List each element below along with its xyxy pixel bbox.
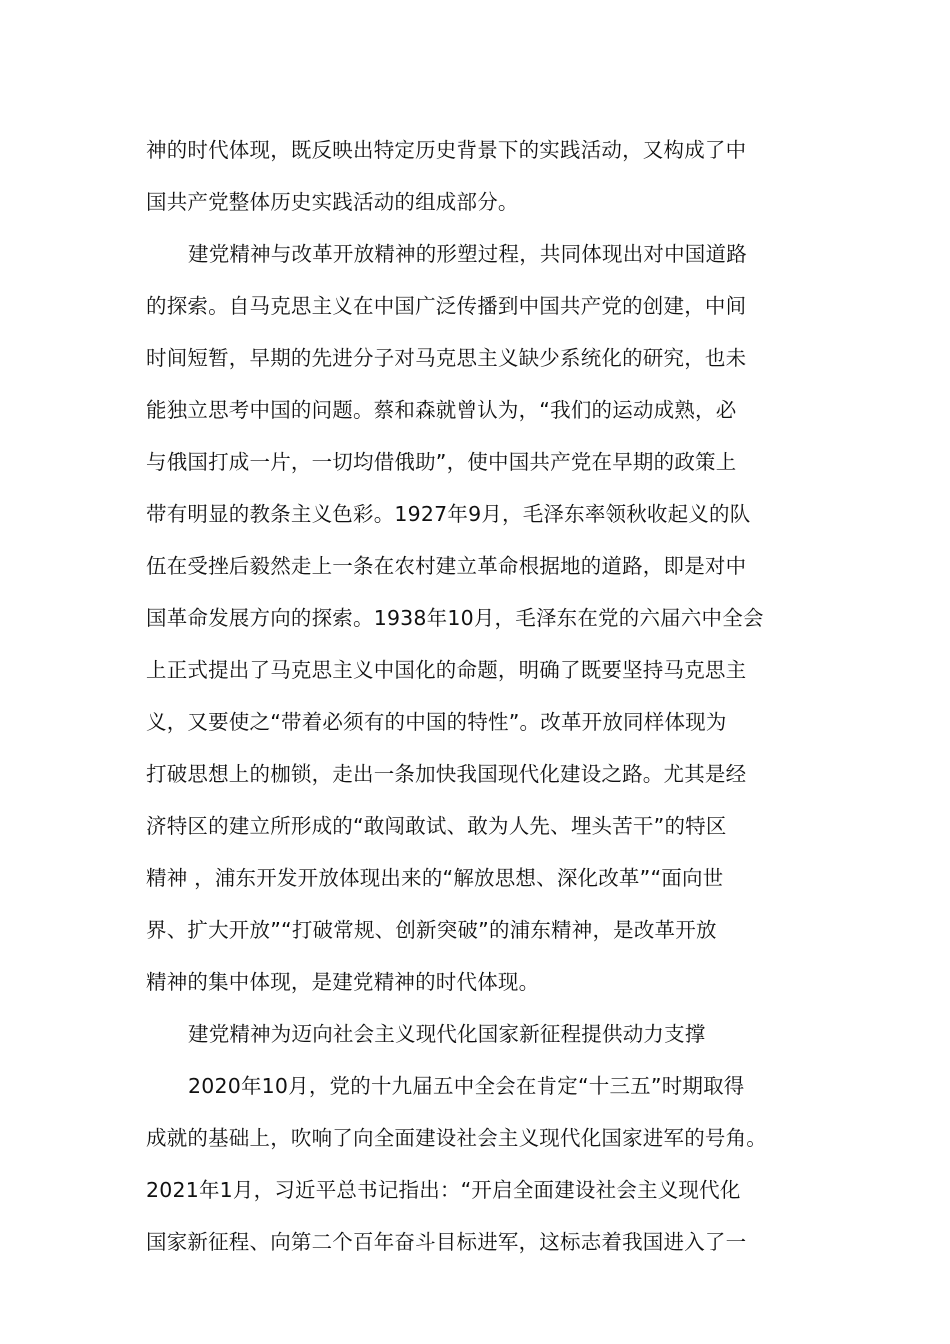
- text-line: 义，又要使之“带着必须有的中国的特性”。改革开放同样体现为: [146, 710, 727, 734]
- text-line: 精神 ，浦东开发开放体现出来的“解放思想、深化改革”“面向世: [146, 866, 724, 890]
- text-line: 与俄国打成一片，一切均借俄助”，使中国共产党在早期的政策上: [146, 450, 737, 474]
- text-line: 能独立思考中国的问题。蔡和森就曾认为，“我们的运动成熟，必: [146, 398, 737, 422]
- text-line: 2021年1月，习近平总书记指出：“开启全面建设社会主义现代化: [146, 1178, 741, 1202]
- text-line: 成就的基础上，吹响了向全面建设社会主义现代化国家进军的号角。: [146, 1126, 767, 1150]
- text-line: 打破思想上的枷锁，走出一条加快我国现代化建设之路。尤其是经: [146, 762, 747, 786]
- text-line: 的探索。自马克思主义在中国广泛传播到中国共产党的创建，中间: [146, 294, 747, 318]
- text-line: 上正式提出了马克思主义中国化的命题，明确了既要坚持马克思主: [146, 658, 747, 682]
- paragraph-first-line: 建党精神与改革开放精神的形塑过程，共同体现出对中国道路: [188, 242, 747, 266]
- text-line: 济特区的建立所形成的“敢闯敢试、敢为人先、埋头苦干”的特区: [146, 814, 727, 838]
- text-line: 神的时代体现，既反映出特定历史背景下的实践活动，又构成了中: [146, 138, 747, 162]
- paragraph-first-line: 2020年10月，党的十九届五中全会在肯定“十三五”时期取得: [188, 1074, 745, 1098]
- text-line: 带有明显的教条主义色彩。1927年9月，毛泽东率领秋收起义的队: [146, 502, 751, 526]
- text-line: 国共产党整体历史实践活动的组成部分。: [146, 190, 519, 214]
- text-line: 时间短暂，早期的先进分子对马克思主义缺少系统化的研究，也未: [146, 346, 747, 370]
- section-heading: 建党精神为迈向社会主义现代化国家新征程提供动力支撑: [188, 1022, 706, 1046]
- text-line: 国家新征程、向第二个百年奋斗目标进军，这标志着我国进入了一: [146, 1230, 747, 1254]
- text-line: 伍在受挫后毅然走上一条在农村建立革命根据地的道路，即是对中: [146, 554, 747, 578]
- text-line: 界、扩大开放”“打破常规、创新突破”的浦东精神，是改革开放: [146, 918, 717, 942]
- text-line: 国革命发展方向的探索。1938年10月，毛泽东在党的六届六中全会: [146, 606, 764, 630]
- text-line: 精神的集中体现，是建党精神的时代体现。: [146, 970, 540, 994]
